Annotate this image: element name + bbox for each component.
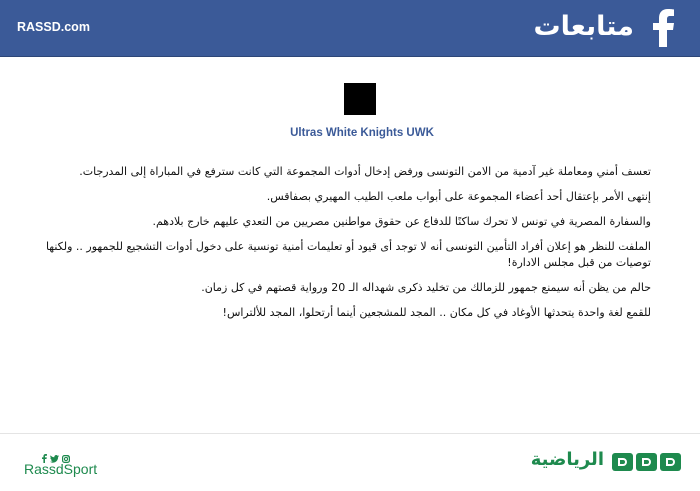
post-paragraph: والسفارة المصرية في تونس لا تحرك ساكنًا للدفاع عن حقوق مواطنين مصريين من التعدي عليهم خارج بلادهم.: [152, 215, 651, 228]
brand-name-ar: الرياضية: [530, 449, 604, 470]
post-paragraph: إنتهى الأمر بإعتقال أحد أعضاء المجموعة على أبواب ملعب الطيب المهيري بصفاقس.: [266, 190, 651, 203]
post-paragraph: الملفت للنظر هو إعلان أفراد التأمين التونسى أنه لا توجد أى قيود أو تعليمات أمنية تونسية على دخول أدوات التشجيع للجمهور .. ولكنها توصيات من قبل مجلس الادارة!: [45, 240, 651, 269]
post-body: [30, 164, 651, 330]
rassd-logo-icon: [612, 453, 681, 471]
post-paragraph: تعسف أمني ومعاملة غير آدمية من الامن التونسى ورفض إدخال أدوات المجموعة التي كانت سترفع في المباراة إلى المدرجات.: [79, 165, 651, 178]
page-avatar[interactable]: [344, 83, 376, 115]
header-bar: [0, 0, 700, 57]
page-name[interactable]: Ultras White Knights UWK: [290, 127, 434, 139]
facebook-icon[interactable]: [650, 9, 676, 47]
site-name[interactable]: RASSD.com: [17, 20, 90, 34]
brand-name-en[interactable]: RassdSport: [24, 461, 98, 477]
post-paragraph: للقمع لغة واحدة يتحدثها الأوغاد في كل مكان .. المجد للمشجعين أينما أرتحلوا، المجد للألتراس!: [222, 305, 651, 319]
footer-divider: [0, 433, 700, 434]
post-paragraph: حالم من يظن أنه سيمنع جمهور للزمالك من تخليد ذكرى شهداله الـ 20 ورواية قصتهم في كل زمان.: [201, 280, 651, 294]
header-title: متابعات: [533, 11, 634, 42]
